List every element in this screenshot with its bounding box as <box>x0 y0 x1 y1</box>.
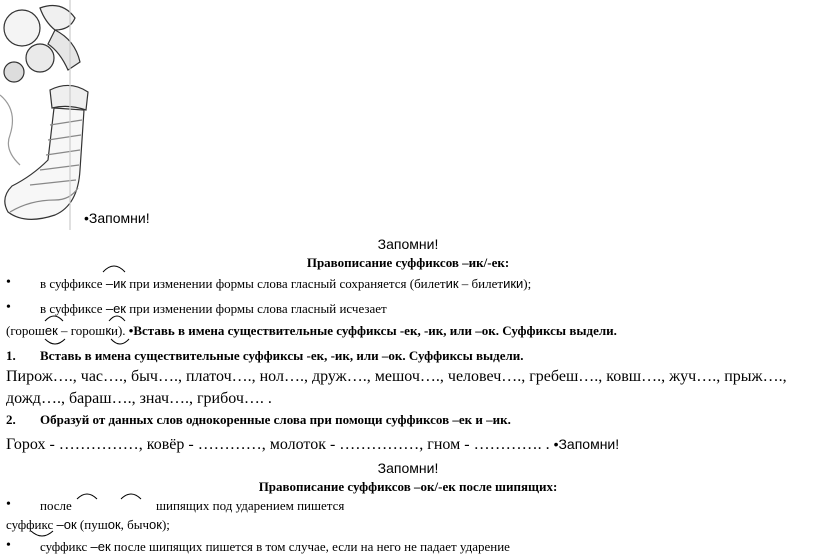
bullet: • <box>6 275 11 290</box>
rule2-title: Правописание суффиксов –ок/-ек после шипящих: <box>258 479 558 494</box>
task-instruction-inline: •Вставь в имена существительные суффиксы -ек, -ик, или –ок. Суффиксы выдели. <box>128 323 617 338</box>
christmas-stocking-illustration <box>0 0 95 230</box>
suffix-arc-mark <box>110 338 130 348</box>
rule1-item2: в суффиксе –ек при изменении формы слова гласный исчезает <box>40 301 387 316</box>
remember-inline: •Запомни! <box>553 436 620 452</box>
task1-instruction: Вставь в имена существительные суффиксы -ек, -ик, или –ок. Суффиксы выдели. <box>40 348 524 363</box>
remember-heading-top: •Запомни! <box>84 210 150 226</box>
rule2-item1-a: после <box>40 498 72 513</box>
task1-words-line1: Пирож…., час…., быч…., платоч…., нол…., друж…., мешоч…., человеч…., гребеш…., ковш…., жуч…., прыж…., <box>6 368 787 385</box>
suffix-arc-mark <box>102 262 126 274</box>
rule2-item3: суффикс –ек после шипящих пишется в том случае, если на него не падает ударение <box>40 539 510 554</box>
rule2-remember-label: Запомни! <box>377 460 439 476</box>
bullet: • <box>6 300 11 315</box>
suffix-arc-mark <box>120 490 142 500</box>
task1-number: 1. <box>6 348 16 363</box>
rule1-remember-label: Запомни! <box>377 236 439 252</box>
suffix-ok: –ок <box>56 517 77 532</box>
task1-words-line2: дожд…., бараш…., знач…., грибоч…. . <box>6 390 272 407</box>
task2-instruction: Образуй от данных слов однокоренные слова при помощи суффиксов –ек и –ик. <box>40 412 511 427</box>
bullet: • <box>6 538 11 553</box>
rule1-item1: в суффиксе –ик при изменении формы слова гласный сохраняется (билетик – билетики); <box>40 276 532 291</box>
task2-words: Горох - ……………, ковёр - …………, молоток - ……………, гном - …………. . •Запомни! <box>6 436 620 453</box>
rule1-example-line: (горошек – горошки). •Вставь в имена существительные суффиксы -ек, -ик, или –ок. Суффиксы выдели. <box>6 323 617 338</box>
rule2-item1-b: шипящих под ударением пишется <box>156 498 345 513</box>
task2-number: 2. <box>6 412 16 427</box>
suffix-arc-mark <box>76 490 98 500</box>
suffix-ik: –ик <box>105 276 127 291</box>
rule1-title: Правописание суффиксов –ик/-ек: <box>306 255 510 270</box>
rule2-example-line: суффикс –ок (пушок, бычок); <box>6 517 170 532</box>
suffix-arc-mark <box>44 338 66 348</box>
suffix-arc-mark <box>44 312 64 322</box>
bullet: • <box>6 497 11 512</box>
suffix-ek-2: –ек <box>90 539 111 554</box>
suffix-ek: –ек <box>105 301 126 316</box>
suffix-arc-mark <box>108 312 126 322</box>
